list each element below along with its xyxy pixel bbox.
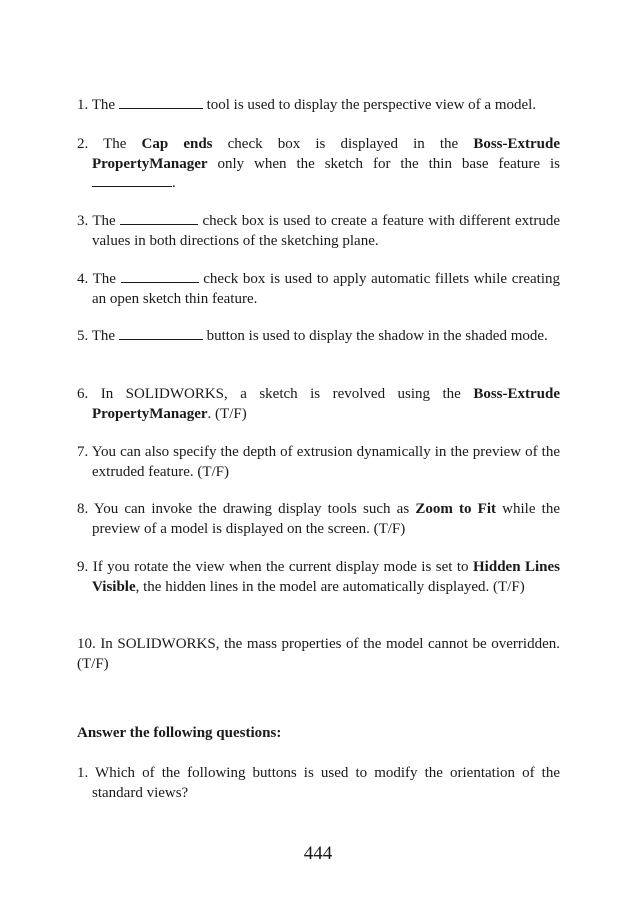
question-1 [77,96,560,116]
answer-question-1: 1. Which of the following buttons is used to modify the orientation of the standard views? [77,765,560,801]
question-5-rest: button is used to display the shadow in the shaded mode. [202,328,548,344]
question-9-bold: Hidden Lines Visible [92,559,560,595]
question-6-bold: Boss-Extrude PropertyManager [92,386,560,422]
question-1-lead: 1. The [77,97,119,113]
question-4-rest: check box is used to apply automatic fillets while creating an open sketch thin feature. [92,271,560,307]
page-number: 444 [303,843,333,864]
question-2-rest: only when the sketch for the thin base feature is [207,155,560,172]
question-2-end: . [172,175,176,191]
question-5-lead: 5. The [77,328,119,344]
answer-blank [119,96,203,109]
question-6-lead: 6. In SOLIDWORKS, a sketch is revolved using the [77,386,474,402]
question-9-rest: , the hidden lines in the model are automatically displayed. (T/F) [135,578,525,595]
question-6 [77,385,560,424]
answer-blank [121,270,199,283]
answer-blank [119,327,203,340]
question-4-lead: 4. The [77,271,121,287]
question-2-lead: 2. The [77,136,142,152]
question-4 [77,270,560,309]
question-7: 7. You can also specify the depth of extrusion dynamically in the preview of the extruded feature. (T/F) [77,444,560,480]
question-3-lead: 3. The [77,213,121,229]
question-2-mid: check box is displayed in the [212,136,474,152]
question-1-rest: tool is used to display the perspective view of a model. [202,97,537,113]
answer-blank [120,212,198,225]
question-2-bold-2: Boss-Extrude PropertyManager [92,136,560,172]
question-2 [77,135,560,194]
question-2-bold-1: Cap ends [141,136,213,152]
question-8-bold: Zoom to Fit [415,501,497,517]
section-heading: Answer the following questions: [77,725,282,741]
question-6-rest: . (T/F) [207,405,247,422]
question-8 [77,500,560,539]
question-5 [77,327,560,347]
question-3 [77,212,560,251]
question-8-lead: 8. You can invoke the drawing display tools such as [77,501,416,517]
question-3-rest: check box is used to create a feature with different extrude values in both directions of the sketching plane. [92,213,560,249]
question-8-rest: while the preview of a model is displayed on the screen. (T/F) [92,501,561,537]
question-10: 10. In SOLIDWORKS, the mass properties of the model cannot be overridden. (T/F) [77,636,560,672]
question-9 [77,558,560,597]
question-9-lead: 9. If you rotate the view when the current display mode is set to [77,559,474,575]
answer-blank [92,174,172,187]
